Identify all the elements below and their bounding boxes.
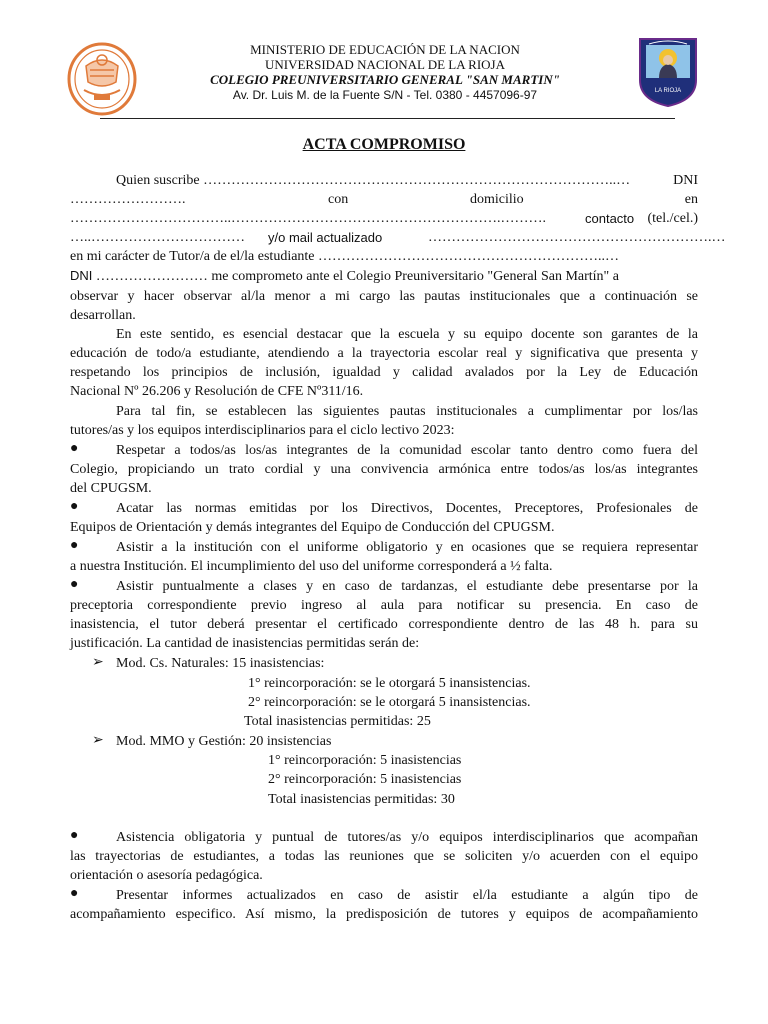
bullet-1-line-2: Colegio, propiciando un trato cordial y una convivencia armónica entre todos/as los/as integrantes: [70, 462, 698, 477]
bullet-2-line-1: Acatar las normas emitidas por los Directivos, Docentes, Preceptores, Profesionales de: [116, 501, 698, 516]
ministry-name: MINISTERIO DE EDUCACIÓN DE LA NACION: [250, 42, 520, 57]
form-line-6: DNI …………………… me comprometo ante el Colegio Preuniversitario "General San Martín" a: [70, 268, 619, 284]
mod-1-total: Total inasistencias permitidas: 25: [244, 714, 431, 729]
bullet-6-line-2: acompañamiento especifico. Así mismo, la predisposición de tutores y equipos de acompañamiento: [70, 907, 698, 922]
arrow-bullet-icon: ➢: [92, 733, 104, 748]
paragraph-2-line-2: educación de todo/a estudiante, atendiendo a la trayectoria escolar real y significativa que presenta y: [70, 346, 698, 361]
arrow-bullet-icon: ➢: [92, 655, 104, 670]
bullet-icon: ●: [70, 886, 79, 901]
mod-1-reinc-1: 1° reincorporación: se le otorgará 5 inansistencias.: [248, 676, 531, 691]
bullet-4-line-3: inasistencia, el tutor deberá presentar el certificado correspondiente dentro de las 48 h. para su: [70, 617, 698, 632]
paragraph-2-line-4: Nacional Nº 26.206 y Resolución de CFE Nº311/16.: [70, 384, 364, 399]
bullet-4-line-1: Asistir puntualmente a clases y en caso de tardanzas, el estudiante debe presentarse por la: [116, 579, 698, 594]
bullet-icon: ●: [70, 828, 79, 843]
form-line-5: en mi carácter de Tutor/a de el/la estudiante ……………………………………………………..…: [70, 249, 620, 264]
bullet-4-line-4: justificación. La cantidad de inasistencias permitidas serán de:: [70, 636, 420, 651]
school-name: COLEGIO PREUNIVERSITARIO GENERAL "SAN MARTIN": [210, 72, 560, 87]
paragraph-3-line-1: Para tal fin, se establecen las siguientes pautas institucionales a cumplimentar por los/las: [116, 404, 698, 419]
form-line-7: observar y hacer observar al/la menor a mi cargo las pautas institucionales que a continuación se: [70, 289, 698, 304]
bullet-6-line-1: Presentar informes actualizados en caso de asistir el/la estudiante a algún tipo de: [116, 888, 698, 903]
bullet-icon: ●: [70, 499, 79, 514]
school-shield-logo: [637, 36, 699, 108]
bullet-1-line-1: Respetar a todos/as los/as integrantes de la comunidad escolar tanto dentro como fuera del: [116, 443, 698, 458]
form-line-8: desarrollan.: [70, 308, 136, 323]
university-name: UNIVERSIDAD NACIONAL DE LA RIOJA: [264, 57, 505, 72]
bullet-icon: ●: [70, 577, 79, 592]
header-divider: [100, 118, 675, 119]
university-seal-logo: [66, 40, 138, 118]
document-title: ACTA COMPROMISO: [302, 136, 466, 153]
bullet-5-line-3: orientación o asesoría pedagógica.: [70, 868, 263, 883]
mod-1-title: Mod. Cs. Naturales: 15 inasistencias:: [116, 656, 325, 671]
bullet-5-line-1: Asistencia obligatoria y puntual de tutores/as y/o equipos interdisciplinarios que acompañan: [116, 830, 698, 845]
mod-2-reinc-1: 1° reincorporación: 5 inasistencias: [268, 753, 462, 768]
bullet-icon: ●: [70, 441, 79, 456]
school-address: Av. Dr. Luis M. de la Fuente S/N - Tel. 0380 - 4457096-97: [232, 88, 538, 102]
bullet-5-line-2: las trayectorias de estudiantes, a todas las reuniones que se soliciten y/o acuerden con el equipo: [70, 849, 698, 864]
shield-label: LA RIOJA: [654, 88, 682, 94]
bullet-3-line-1: Asistir a la institución con el uniforme obligatorio y en ocasiones que se requiera representar: [116, 540, 698, 555]
bullet-2-line-2: Equipos de Orientación y demás integrantes del Equipo de Conducción del CPUGSM.: [70, 520, 555, 535]
bullet-1-line-3: del CPUGSM.: [70, 481, 152, 496]
paragraph-2-line-1: En este sentido, es esencial destacar que la escuela y su equipo docente son garantes de la: [116, 327, 698, 342]
mod-2-total: Total inasistencias permitidas: 30: [268, 792, 455, 807]
mod-2-title: Mod. MMO y Gestión: 20 insistencias: [116, 734, 332, 749]
bullet-3-line-2: a nuestra Institución. El incumplimiento del uso del uniforme corresponderá a ½ falta.: [70, 559, 553, 574]
paragraph-2-line-3: respetando los principios de inclusión, igualdad y calidad avalados por la Ley de Educación: [70, 365, 698, 380]
bullet-4-line-2: preceptoria correspondiente previo ingreso al aula para notificar su presencia. En caso de: [70, 598, 698, 613]
mod-2-reinc-2: 2° reincorporación: 5 inasistencias: [268, 772, 462, 787]
paragraph-3-line-2: tutores/as y los equipos interdisciplinarios para el ciclo lectivo 2023:: [70, 423, 455, 438]
mod-1-reinc-2: 2° reincorporación: se le otorgará 5 inansistencias.: [248, 695, 531, 710]
bullet-icon: ●: [70, 538, 79, 553]
